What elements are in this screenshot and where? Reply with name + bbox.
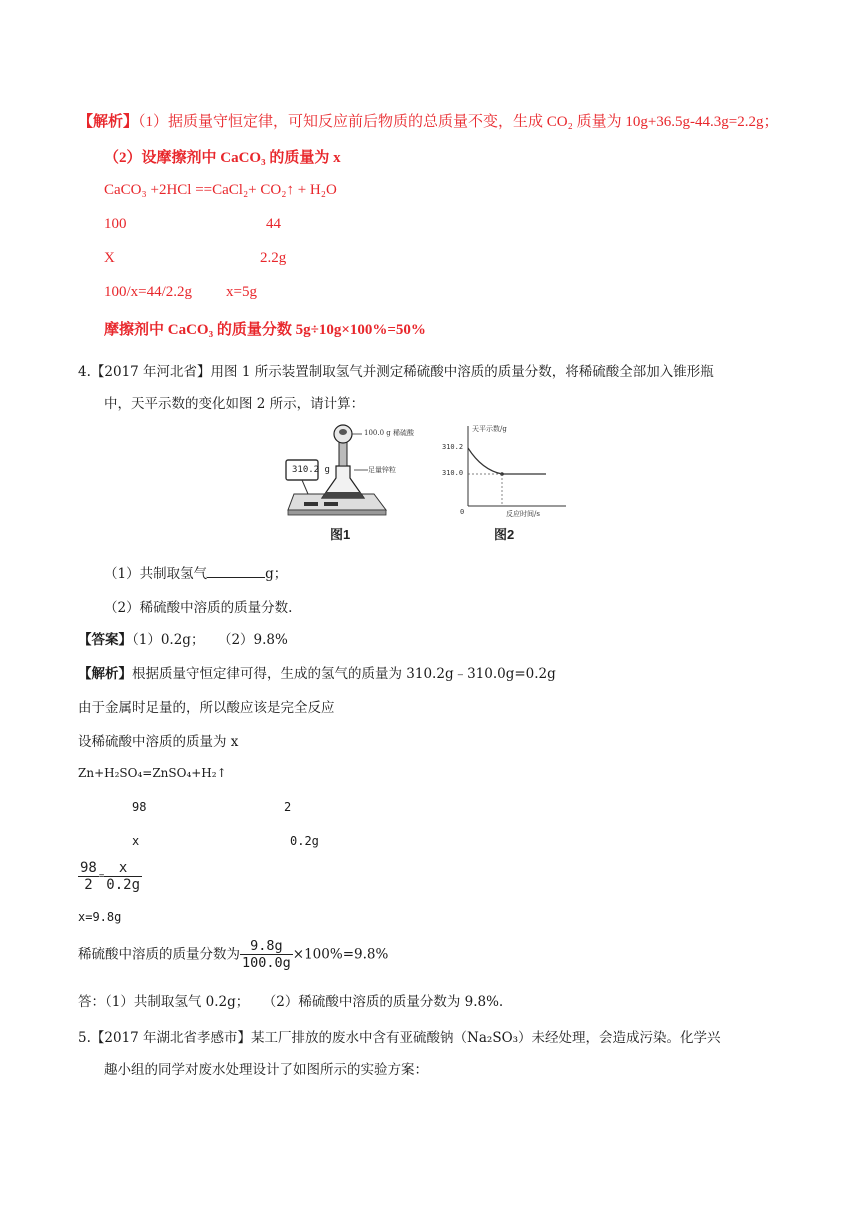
q4-analysis-tag: 【解析】 <box>78 666 132 682</box>
q4-sub-1-suffix: g； <box>265 566 288 582</box>
chart-y-label: 天平示数/g <box>472 425 507 433</box>
q4-answer <box>78 628 288 648</box>
chart-origin: 0 <box>460 508 465 516</box>
equation-caco3: CaCO₃ +2HCl ==CaCl₂+ CO₂↑ + H₂O <box>104 182 337 198</box>
q4-final-answer: 答：（1）共制取氢气 0.2g； （2）稀硫酸中溶质的质量分数为 9.8%. <box>78 994 504 1010</box>
q4-stem-line-1 <box>78 360 714 380</box>
q4-percent-line <box>78 938 388 971</box>
fraction-x-over-0-2g <box>104 860 142 893</box>
fraction-98-over-2 <box>78 860 99 893</box>
q5-source: 【2017 年湖北省孝感市】 <box>90 1030 252 1046</box>
ratio-right-2: 2.2g <box>260 250 287 266</box>
answer-text: （1）0.2g； （2）9.8% <box>132 632 288 648</box>
fraction-numerator: 9.8g <box>240 938 293 955</box>
q4-ratio-right-2: 0.2g <box>290 834 319 848</box>
q4-number: 4. <box>78 364 91 380</box>
q4-metal-line: 由于金属时足量的，所以酸应该是完全反应 <box>78 700 335 716</box>
analysis-tag: 【解析】 <box>78 114 139 130</box>
q5-stem-line-1 <box>78 1026 721 1046</box>
ratio-left-2: X <box>104 250 115 266</box>
fraction-numerator: 98 <box>80 860 97 876</box>
answer-tag: 【答案】 <box>78 632 132 648</box>
chart-y-tick-310-0: 310.0 <box>442 469 464 477</box>
flask-label: 足量锌粒 <box>368 466 396 474</box>
figure-2 <box>436 422 576 544</box>
proportion: 100/x=44/2.2g <box>104 284 193 300</box>
q5-number: 5. <box>78 1030 91 1046</box>
q4-set-line: 设稀硫酸中溶质的质量为 x <box>78 734 239 750</box>
q4-sub-1 <box>104 562 287 582</box>
fraction-denominator: 2 <box>84 877 93 893</box>
analysis-line-1: （1）据质量守恒定律，可知反应前后物质的总质量不变，生成 CO₂ 质量为 10g+36.5g-44.3g=2.2g； <box>138 114 779 130</box>
answer-blank[interactable] <box>207 564 265 578</box>
solution: x=5g <box>226 284 257 300</box>
q4-source: 【2017 年河北省】 <box>90 364 211 380</box>
equals-sign: = <box>98 871 105 882</box>
percent-fraction <box>240 938 293 971</box>
q5-stem-line-2: 趣小组的同学对废水处理设计了如图所示的实验方案： <box>104 1062 428 1078</box>
ratio-left-1: 100 <box>104 216 127 232</box>
figure-2-caption: 图2 <box>494 527 515 542</box>
bottle-label: 100.0 g 稀硫酸 <box>364 429 414 437</box>
chart-y-tick-310-2: 310.2 <box>442 443 464 451</box>
chart-x-label: 反应时间/s <box>506 510 540 518</box>
q5-stem-text-1: 某工厂排放的废水中含有亚硫酸钠（Na₂SO₃）未经处理，会造成污染。化学兴 <box>251 1030 721 1046</box>
percent-suffix: ×100%=9.8% <box>292 946 389 963</box>
mass-fraction-line: 摩擦剂中 CaCO₃ 的质量分数 5g÷10g×100%=50% <box>104 322 426 338</box>
proportion-fractions <box>78 860 142 893</box>
fraction-denominator: 0.2g <box>106 877 140 893</box>
q4-ratio-right-1: 2 <box>284 800 292 814</box>
q4-stem-line-2: 中，天平示数的变化如图 2 所示，请计算： <box>104 396 365 412</box>
fraction-denominator: 100.0g <box>242 955 291 971</box>
figure-1 <box>282 422 414 544</box>
analysis-line-2: （2）设摩擦剂中 CaCO₃ 的质量为 x <box>104 150 341 166</box>
q4-sub-2: （2）稀硫酸中溶质的质量分数. <box>104 600 293 616</box>
figure-1-caption: 图1 <box>330 527 351 542</box>
q4-analysis <box>78 662 556 682</box>
q4-ratio-left-1: 98 <box>132 800 147 814</box>
fraction-numerator: x <box>104 860 142 877</box>
q4-equation: Zn+H₂SO₄=ZnSO₄+H₂↑ <box>78 766 227 780</box>
percent-prefix: 稀硫酸中溶质的质量分数为 <box>78 946 240 963</box>
ratio-right-1: 44 <box>266 216 281 232</box>
q4-sub-1-prefix: （1）共制取氢气 <box>104 566 208 582</box>
q4-analysis-text: 根据质量守恒定律可得，生成的氢气的质量为 310.2g﹣310.0g=0.2g <box>132 666 556 682</box>
q4-result: x=9.8g <box>78 910 122 924</box>
balance-reading: 310.2 g <box>292 465 330 475</box>
q4-ratio-left-2: x <box>132 834 140 848</box>
q4-stem-text-1: 用图 1 所示装置制取氢气并测定稀硫酸中溶质的质量分数，将稀硫酸全部加入锥形瓶 <box>210 364 714 380</box>
